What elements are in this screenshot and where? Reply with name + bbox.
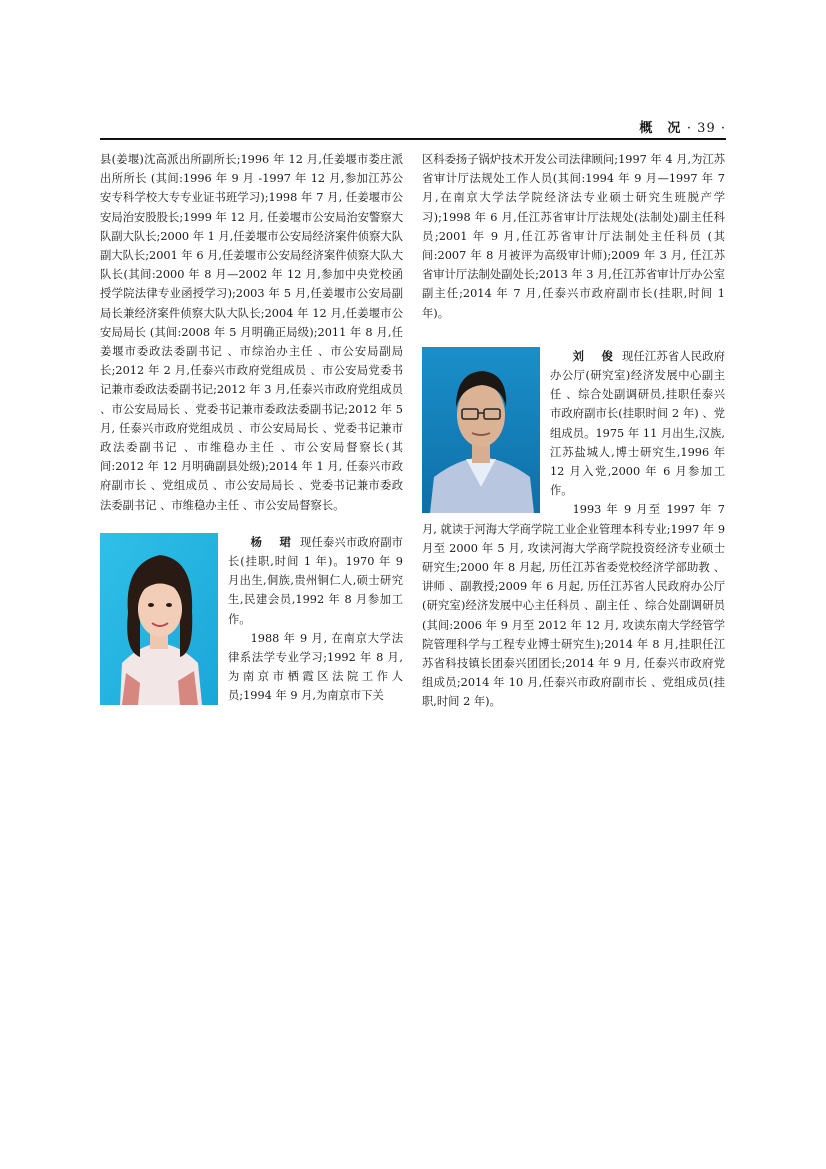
profile-career: 1988 年 9 月, 在南京大学法律系法学专业学习;1992 年 8 月,为南京市栖霞区法院工作人员;1994 年 9 月,为南京市下关: [228, 631, 403, 703]
page-number: · 39 ·: [686, 121, 726, 136]
profile-intro: 现任泰兴市政府副市长(挂职,时间 1 年)。1970 年 9 月出生,侗族,贵州铜仁人,硕士研究生,民建会员,1992 年 8 月参加工作。: [228, 535, 403, 626]
section-title: 概 况: [639, 121, 682, 136]
profile-name: 杨 珺: [250, 534, 294, 549]
left-column: [100, 150, 403, 709]
header-rule: [100, 138, 726, 140]
portrait-photo-liu-jun: [422, 347, 540, 513]
profile-name: 刘 俊: [572, 348, 616, 363]
portrait-photo-yang-jun: [100, 533, 218, 705]
profile-career: 1993 年 9 月至 1997 年 7 月, 就读于河海大学商学院工业企业管理本科专业;1997 年 9 月至 2000 年 5 月, 攻读河海大学商学院投资经济专业硕士研究生;2000 年 8 月起, 历任江苏省委党校经济学部助教 、讲师 、副教授;2009 年 6 月起, 历任江苏省人民政府办公厅(研究室)经济发展中心主任科员 、副主任 、综合处副调研员(其间:2006 年 9 月至 2012 年 12 月, 攻读东南大学经管学院管理科学与工程专业博士研究生);2014 年 8 月,挂职任江苏省科技镇长团泰兴团团长;2014 年 9 月, 任泰兴市政府党组成员;2014 年 10 月,任泰兴市政府副市长 、党组成员(挂职,时间 2 年)。: [422, 503, 725, 709]
right-column: [422, 150, 725, 712]
profile-liu-jun: [422, 347, 725, 712]
page-header: [639, 117, 726, 136]
left-continuation-text: 县(姜堰)沈高派出所副所长;1996 年 12 月,任姜堰市娄庄派出所所长 (其间:1996 年 9 月 -1997 年 12 月,参加江苏公安专科学校大专专业证书班学习);1998 年 7 月, 任姜堰市公安局治安股股长;1999 年 12 月, 任姜堰市公安局治安警察大队副大队长;2000 年 1 月,任姜堰市公安局经济案件侦察大队副大队长;2001 年 6 月,任姜堰市公安局经济案件侦察大队大队长(其间:2000 年 8 月—2002 年 12 月,参加中央党校函授学院法律专业函授学习);2003 年 5 月,任姜堰市公安局副局长兼经济案件侦察大队大队长;2004 年 12 月,任姜堰市公安局局长 (其间:2008 年 5 月明确正局级);2011 年 8 月,任姜堰市委政法委副书记 、市综治办主任 、市公安局副局长;2012 年 2 月,任泰兴市政府党组成员 、市公安局党委书记兼市委政法委副书记;2012 年 3 月,任泰兴市政府党组成员 、市公安局局长 、党委书记兼市委政法委副书记;2012 年 5 月, 任泰兴市政府党组成员 、市公安局局长 、党委书记兼市政法委副书记 、市维稳办主任 、市公安局督察长(其间:2012 年 12 月明确副县处级);2014 年 1 月, 任泰兴市政府副市长 、党组成员 、市公安局局长 、党委书记兼市委政法委副书记 、市维稳办主任 、市公安局督察长。: [100, 153, 403, 512]
profile-intro: 现任江苏省人民政府办公厅(研究室)经济发展中心副主任 、综合处副调研员,挂职任泰兴市政府副市长(挂职时间 2 年) 、党组成员。1975 年 11 月出生,汉族,江苏盐城人,博士研究生,1996 年 12 月入党,2000 年 6 月参加工作。: [550, 349, 725, 498]
right-continuation-text: 区科委扬子锅炉技术开发公司法律顾问;1997 年 4 月,为江苏省审计厅法规处工作人员(其间:1994 年 9 月—1997 年 7 月,在南京大学法学院经济法专业硕士研究生班脱产学习);1998 年 6 月,任江苏省审计厅法规处(法制处)副主任科员;2001 年 9 月,任江苏省审计厅法制处主任科员 (其间:2007 年 8 月被评为高级审计师);2009 年 3 月, 任江苏省审计厅法制处副处长;2013 年 3 月,任江苏省审计厅办公室副主任;2014 年 7 月,任泰兴市政府副市长(挂职,时间 1 年)。: [422, 153, 725, 320]
profile-yang-jun: [100, 533, 403, 706]
